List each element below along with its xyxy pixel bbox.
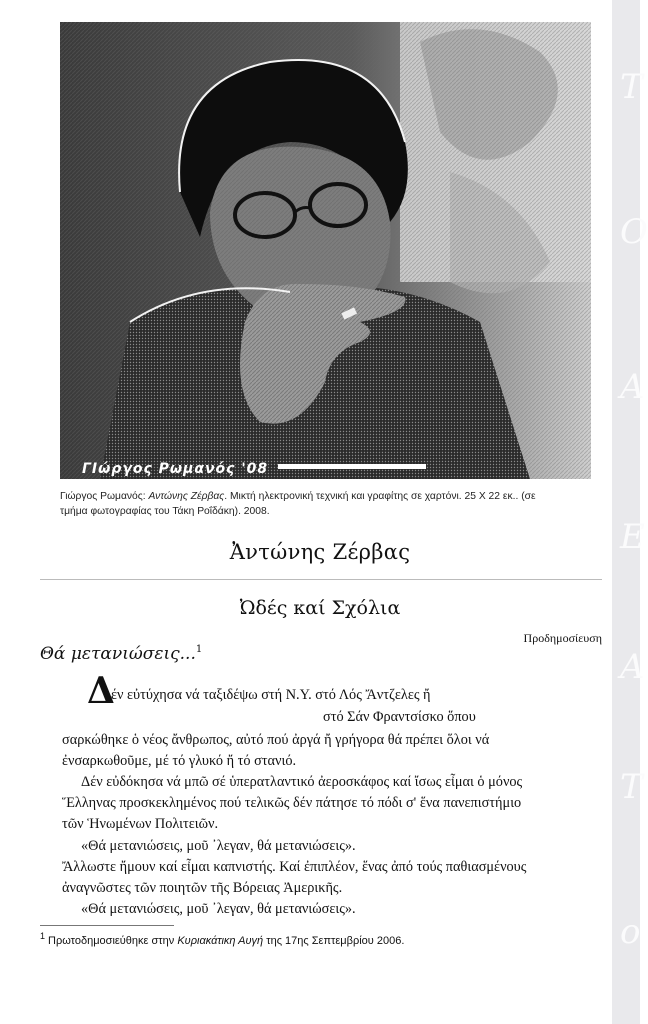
footnote-newspaper: Κυριακάτικη Αυγή	[177, 935, 264, 947]
page-edge-band	[612, 0, 648, 1024]
section-title: Ὠδές καί Σχόλια	[239, 597, 401, 619]
caption-title: Αντώνης Ζέρβας	[148, 491, 225, 502]
portrait-artwork	[60, 22, 591, 479]
poem-line: «Θά μετανιώσεις, μοῦ ᾽λεγαν, θά μετανιώσεις».	[81, 901, 356, 917]
footnote-text-pre: Πρωτοδημοσιεύθηκε στην	[48, 935, 178, 947]
poem-line: Ἄλλωστε ἤμουν καί εἶμαι καπνιστής. Καί ἐπιπλέον, ἕνας ἀπό τούς παθιασμένους	[62, 859, 527, 875]
poem-line: ἐνσαρκωθοῦμε, μέ τό γλυκό ἤ τό στανιό.	[62, 753, 297, 769]
poem-line: τῶν Ἡνωμένων Πολιτειῶν.	[62, 816, 219, 832]
poem-line: «Θά μετανιώσεις, μοῦ ᾽λεγαν, θά μετανιώσεις».	[81, 838, 356, 854]
pre-publication-label: Προδημοσίευση	[523, 631, 602, 645]
poem-line: Δέν εὐδόκησα νά μπῶ σέ ὑπερατλαντικό ἀεροσκάφος καί ἴσως εἶμαι ὁ μόνος	[81, 774, 523, 790]
caption-line1: . Μικτή ηλεκτρονική τεχνική και γραφίτης σε χαρτόνι. 25 X 22 εκ.. (σε	[224, 491, 536, 502]
poem-line: σαρκώθηκε ὁ νέος ἄνθρωπος, αὐτό πού ἀργά ἤ γρήγορα θά πρέπει ὅλοι νά	[62, 732, 490, 748]
drop-cap: Δ	[87, 670, 115, 712]
poem-line: έν εὐτύχησα νά ταξιδέψω στή Ν.Υ. στό Λός Ἄντζελες ἤ	[111, 687, 431, 703]
footnote	[40, 931, 404, 947]
poem-title-text: Θά μετανιώσεις...	[40, 644, 196, 664]
faded-glyph: Α	[620, 367, 645, 407]
caption-line2: τμήμα φωτογραφίας του Τάκη Ροΐδάκη). 2008.	[60, 506, 270, 517]
poem-line: Ἕλληνας προσκεκλημένος πού τελικῶς δέν πάτησε τό πόδι σ' ἕνα πανεπιστήμιο	[62, 795, 522, 811]
faded-glyph: Α	[620, 647, 645, 687]
poem-line: ἀναγνῶστες τῶν ποιητῶν τῆς Βόρειας Ἀμερικῆς.	[62, 880, 343, 896]
faded-glyph: ο	[620, 912, 641, 952]
portrait-illustration	[60, 22, 591, 479]
poem-title	[40, 644, 202, 664]
artist-signature: ΓΙώργος Ρωμανός '08	[82, 461, 269, 477]
faded-glyph: Τ	[620, 67, 643, 107]
faded-glyph: Τ	[620, 767, 643, 807]
footnote-mark: 1	[195, 644, 203, 655]
caption-artist: Γιώργος Ρωμανός:	[60, 491, 149, 502]
faded-glyph: Ο	[620, 212, 648, 252]
poem-line: στό Σάν Φραντσίσκο ὅπου	[323, 709, 476, 725]
faded-glyph: Ε	[620, 517, 645, 557]
figure-caption	[60, 489, 595, 519]
header-rule	[40, 579, 602, 580]
footnote-number: 1	[40, 931, 46, 941]
footnote-text-post: της 17ης Σεπτεμβρίου 2006.	[263, 935, 405, 947]
footnote-rule	[40, 925, 174, 926]
author-name: Ἀντώνης Ζέρβας	[229, 540, 411, 564]
